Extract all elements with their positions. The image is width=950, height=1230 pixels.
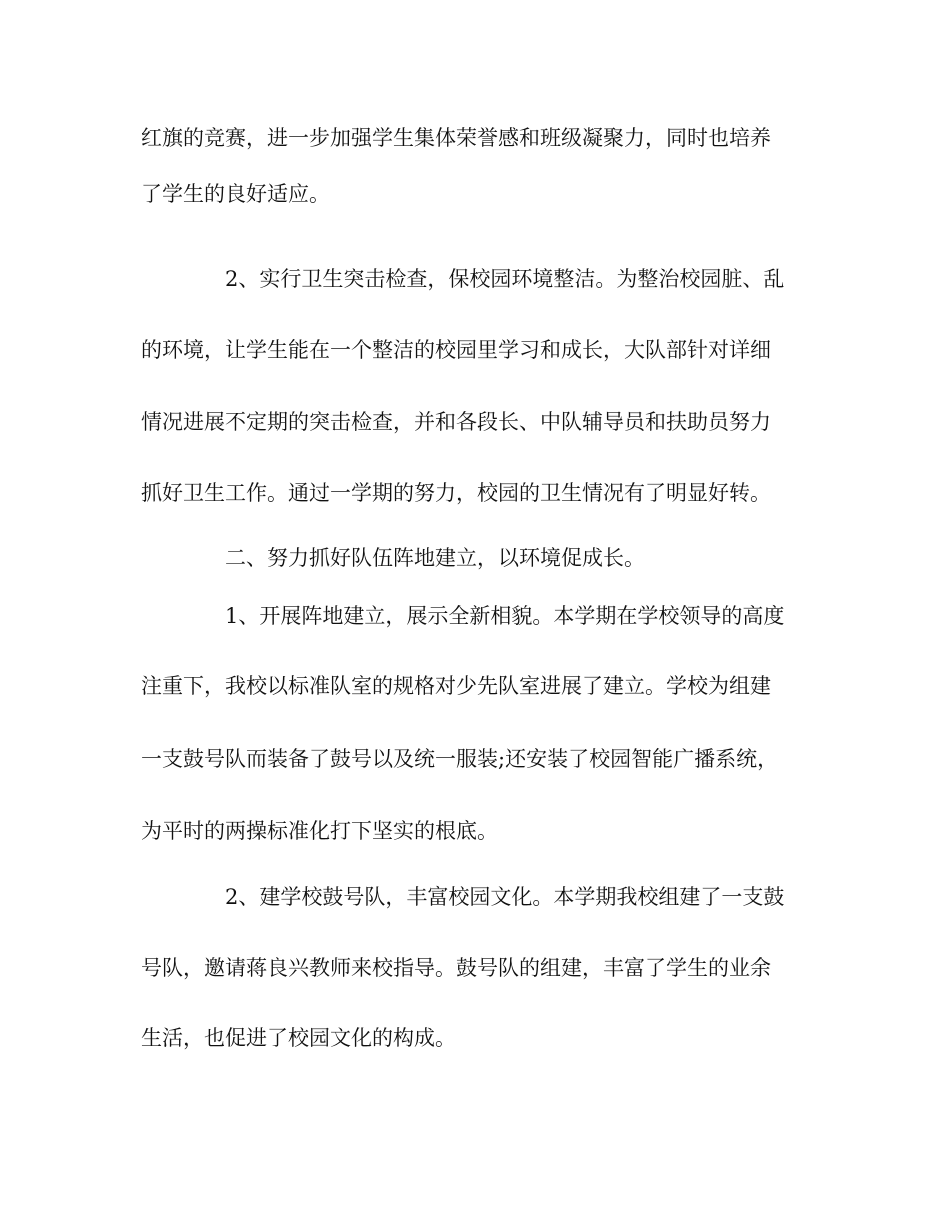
text-line: 一支鼓号队而装备了鼓号以及统一服装;还安装了校园智能广播系统， xyxy=(141,747,779,771)
text-line: 生活，也促进了校园文化的构成。 xyxy=(141,1026,456,1050)
text-line: 注重下，我校以标准队室的规格对少先队室进展了建立。学校为组建 xyxy=(141,674,771,698)
text-line: 为平时的两操标准化打下坚实的根底。 xyxy=(141,819,498,843)
paragraph-start-line: 2、建学校鼓号队，丰富校园文化。本学期我校组建了一支鼓 xyxy=(225,885,785,909)
paragraph-start-line: 1、开展阵地建立，展示全新相貌。本学期在学校领导的高度 xyxy=(225,604,785,628)
text-line: 了学生的良好适应。 xyxy=(141,182,330,206)
paragraph-start-line: 2、实行卫生突击检查，保校园环境整洁。为整治校园脏、乱 xyxy=(225,267,785,291)
text-line: 红旗的竞赛，进一步加强学生集体荣誉感和班级凝聚力，同时也培养 xyxy=(141,126,771,150)
text-line: 号队，邀请蒋良兴教师来校指导。鼓号队的组建，丰富了学生的业余 xyxy=(141,956,771,980)
section-heading: 二、努力抓好队伍阵地建立，以环境促成长。 xyxy=(225,546,645,570)
text-line: 的环境，让学生能在一个整洁的校园里学习和成长，大队部针对详细 xyxy=(141,338,771,362)
text-line: 抓好卫生工作。通过一学期的努力，校园的卫生情况有了明显好转。 xyxy=(141,481,771,505)
text-line: 情况进展不定期的突击检查，并和各段长、中队辅导员和扶助员努力 xyxy=(141,410,771,434)
